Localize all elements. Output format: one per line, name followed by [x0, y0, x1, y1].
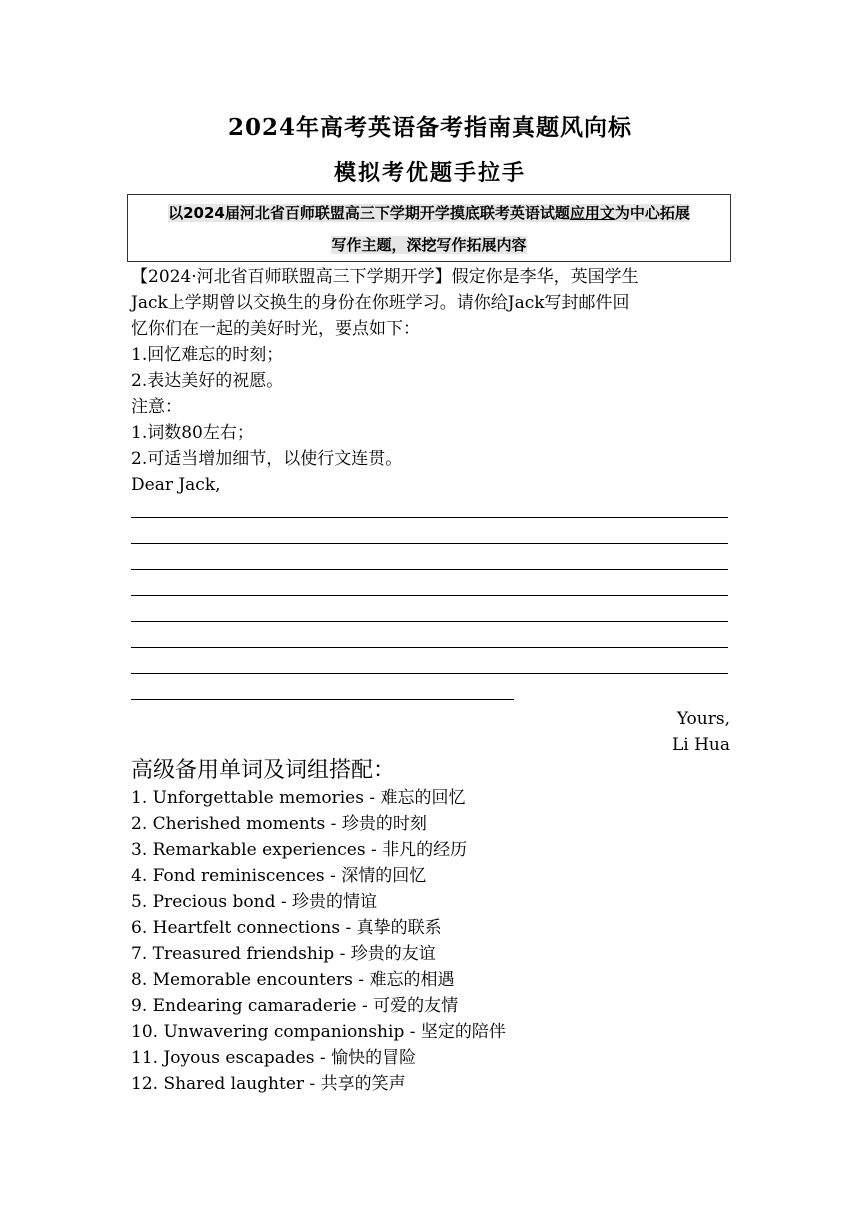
answer-line — [131, 543, 728, 544]
prompt-line: 注意： — [131, 397, 182, 417]
page-subtitle: 模拟考优题手拉手 — [333, 160, 526, 186]
topic-line-2-text: 写作主题，深挖写作拓展内容 — [331, 236, 527, 254]
prompt-line: Jack上学期曾以交换生的身份在你班学习。请你给Jack写封邮件回 — [131, 293, 630, 313]
prompt-line: 忆你们在一起的美好时光，要点如下： — [131, 319, 420, 339]
answer-line — [131, 595, 728, 596]
list-item: 3. Remarkable experiences - 非凡的经历 — [131, 840, 468, 860]
answer-line — [131, 569, 728, 570]
salutation: Dear Jack, — [131, 475, 221, 495]
list-item: 8. Memorable encounters - 难忘的相遇 — [131, 970, 455, 990]
prompt-line: 1.回忆难忘的时刻； — [131, 345, 284, 365]
answer-line — [131, 699, 514, 700]
list-item: 1. Unforgettable memories - 难忘的回忆 — [131, 788, 466, 808]
prompt-line: 2.可适当增加细节，以使行文连贯。 — [131, 449, 403, 469]
list-item: 12. Shared laughter - 共享的笑声 — [131, 1074, 406, 1094]
letter-closing: Yours, — [676, 709, 730, 729]
answer-line — [131, 673, 728, 674]
topic-line-1-prefix: 以2024届河北省百师联盟高三下学期开学摸底联考英语试题 — [168, 204, 570, 222]
list-item: 4. Fond reminiscences - 深情的回忆 — [131, 866, 427, 886]
answer-line — [131, 517, 728, 518]
topic-box — [127, 194, 731, 262]
list-item: 5. Precious bond - 珍贵的情谊 — [131, 892, 378, 912]
list-item: 2. Cherished moments - 珍贵的时刻 — [131, 814, 427, 834]
list-item: 10. Unwavering companionship - 坚定的陪伴 — [131, 1022, 506, 1042]
list-item: 11. Joyous escapades - 愉快的冒险 — [131, 1048, 417, 1068]
list-item: 7. Treasured friendship - 珍贵的友谊 — [131, 944, 436, 964]
answer-line — [131, 647, 728, 648]
prompt-line: 【2024·河北省百师联盟高三下学期开学】假定你是李华，英国学生 — [131, 267, 639, 287]
topic-line-1-suffix: 为中心拓展 — [614, 204, 690, 222]
prompt-line: 1.词数80左右； — [131, 423, 254, 443]
page-title: 2024年高考英语备考指南真题风向标 — [227, 114, 632, 141]
topic-line-1-underlined: 应用文 — [569, 204, 615, 222]
answer-line — [131, 621, 728, 622]
topic-line-2 — [128, 234, 730, 256]
vocab-heading: 高级备用单词及词组搭配： — [131, 758, 396, 783]
topic-line-1 — [128, 202, 730, 224]
prompt-line: 2.表达美好的祝愿。 — [131, 371, 284, 391]
letter-signature: Li Hua — [671, 735, 730, 755]
vocab-list — [131, 785, 506, 1097]
list-item: 9. Endearing camaraderie - 可爱的友情 — [131, 996, 459, 1016]
list-item: 6. Heartfelt connections - 真挚的联系 — [131, 918, 442, 938]
